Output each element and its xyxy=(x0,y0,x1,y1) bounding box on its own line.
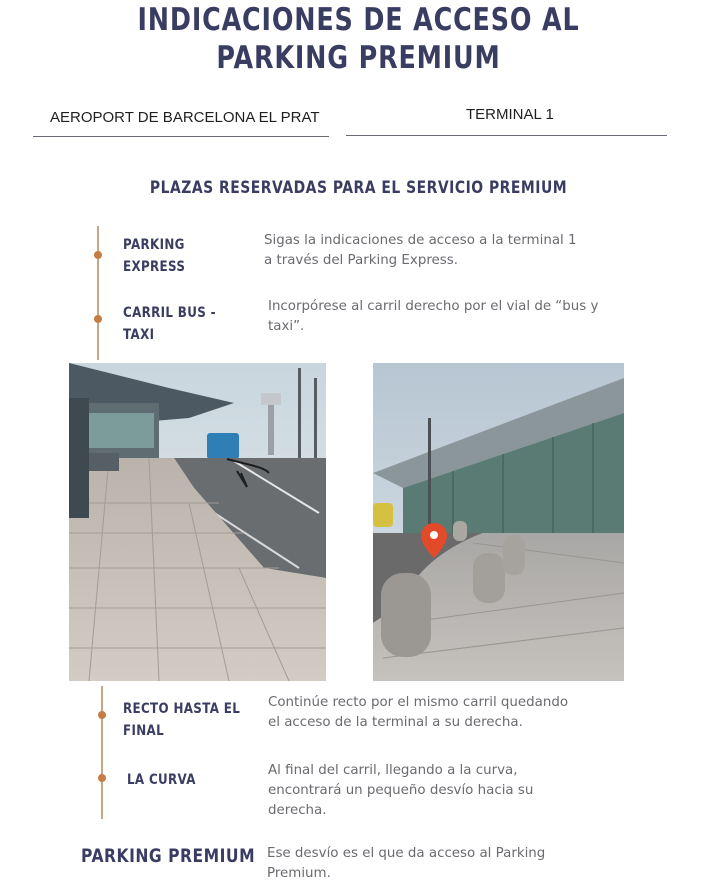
terminal-underline xyxy=(346,135,667,136)
step-desc-parking-express: Sigas la indicaciones de acceso a la terminal 1 a través del Parking Express. xyxy=(264,233,577,268)
page-title-line-1: INDICACIONES DE ACCESO AL xyxy=(137,2,580,38)
step-label-parking-express: PARKING EXPRESS xyxy=(123,237,186,275)
final-step-desc: Ese desvío es el que da acceso al Parking Premium. xyxy=(267,846,546,881)
section-title: PLAZAS RESERVADAS PARA EL SERVICIO PREMIUM xyxy=(149,178,568,198)
timeline-dot xyxy=(94,251,102,259)
airport-road-photo xyxy=(69,363,326,681)
step-desc-la-curva: Al final del carril, llegando a la curva, encontrará un pequeño desvío hacia su derecha. xyxy=(268,763,534,818)
step-desc-carril-bus: Incorpórese al carril derecho por el vial de “bus y taxi”. xyxy=(268,299,599,334)
timeline-dot xyxy=(94,315,102,323)
step-label-carril-bus: CARRIL BUS - TAXI xyxy=(123,305,216,343)
step-label-la-curva: LA CURVA xyxy=(127,772,196,788)
timeline-line-bottom xyxy=(101,686,103,819)
timeline-line-top xyxy=(97,226,99,360)
timeline-dot xyxy=(98,774,106,782)
airport-name: AEROPORT DE BARCELONA EL PRAT xyxy=(50,109,320,126)
terminal-name: TERMINAL 1 xyxy=(466,106,554,123)
page-title-line-2: PARKING PREMIUM xyxy=(216,40,501,76)
final-step-label: PARKING PREMIUM xyxy=(81,845,256,867)
step-desc-recto: Continúe recto por el mismo carril quedando el acceso de la terminal a su derecha. xyxy=(268,695,569,730)
step-label-recto: RECTO HASTA EL FINAL xyxy=(123,701,241,739)
airport-underline xyxy=(33,136,329,137)
timeline-dot xyxy=(98,711,106,719)
terminal-entrance-photo xyxy=(373,363,624,681)
